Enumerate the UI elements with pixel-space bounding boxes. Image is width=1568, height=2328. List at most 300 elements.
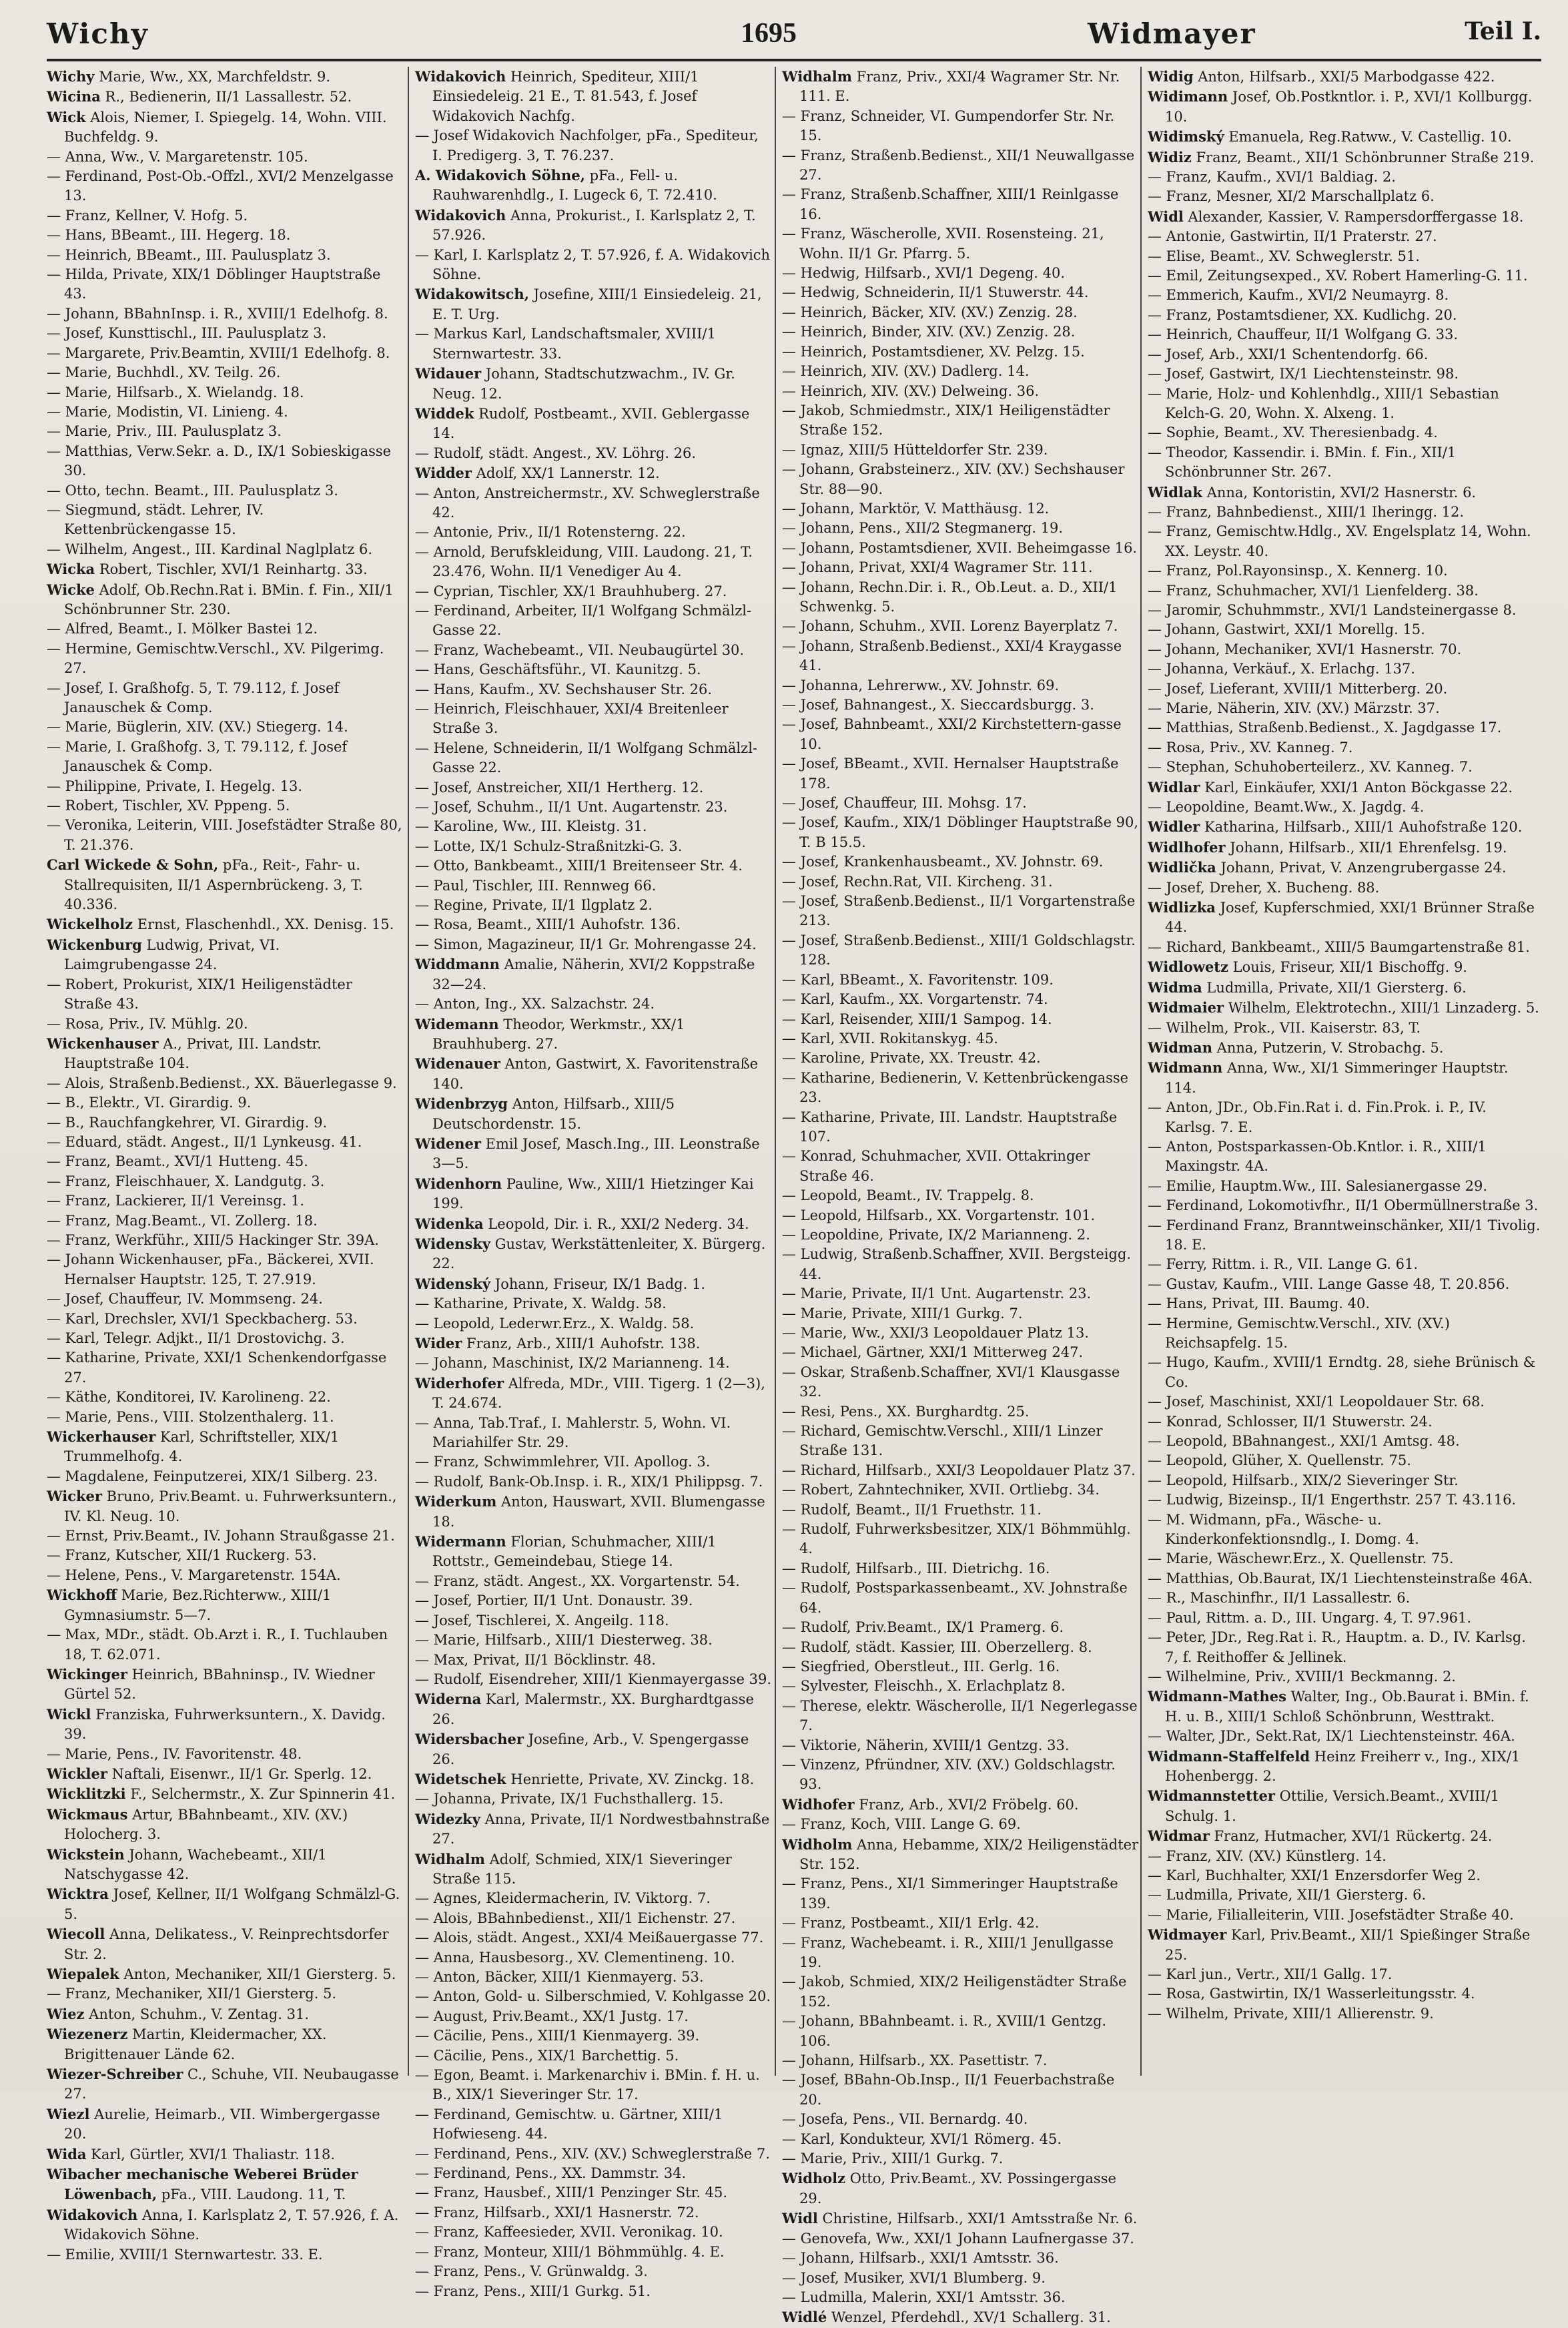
entry-details: — Marie, Holz- und Kohlenhdlg., XIII/1 Sebastian Kelch-G. 20, Wohn. X. Alxeng. 1. [1148,385,1499,421]
entry-details: — Ferdinand, Pens., XIV. (XV.) Schweglerstraße 7. [415,2145,770,2162]
directory-entry [1148,168,1541,187]
directory-entry [1148,601,1541,620]
entry-surname: Widemann [415,1015,499,1033]
entry-details: A., Privat, III. Landstr. Hauptstraße 104. [64,1035,322,1072]
directory-entry [415,660,772,679]
entry-details: — Franz, Wäscherolle, XVII. Rosensteing. 21, Wohn. II/1 Gr. Pfarrg. 5. [782,226,1104,262]
directory-entry [415,798,772,817]
entry-details: — Heinrich, Binder, XIV. (XV.) Zenzig. 28. [782,324,1076,340]
entry-details: Anna, I. Karlsplatz 2, T. 57.926, f. A. Widakovich Söhne. [64,2207,399,2243]
entry-details: — Johann, BBahnbeamt. i. R., XVIII/1 Gentzg. 106. [782,2013,1107,2049]
entry-details: — Wilhelm, Angest., III. Kardinal Naglplatz 6. [47,541,373,557]
directory-entry [47,246,404,265]
directory-entry [1148,1490,1541,1510]
entry-details: — Ludmilla, Private, XII/1 Giersterg. 6. [1148,1887,1427,1904]
directory-entry [1148,1019,1541,1038]
entry-surname: Wick [47,108,86,125]
entry-details: — Antonie, Gastwirtin, II/1 Praterstr. 27. [1148,228,1437,245]
entry-details: Anna, Prokurist., I. Karlsplatz 2, T. 57.926. [432,207,756,244]
directory-entry [47,2205,404,2245]
entry-surname: Widmayer [1148,1926,1227,1944]
directory-entry [1148,1137,1541,1177]
entry-surname: Widl [782,2210,818,2227]
directory-entry [415,601,772,641]
column-1 [47,67,404,2263]
entry-details: — Karoline, Ww., III. Kleistg. 31. [415,818,647,835]
directory-entry [782,1324,1139,1343]
entry-surname: Widlowetz [1148,958,1228,976]
directory-entry [782,1245,1139,1284]
directory-entry [1148,858,1541,878]
directory-entry [47,1152,404,1171]
entry-surname: Widerhofer [415,1374,504,1392]
entry-surname: Wicker [47,1488,102,1505]
directory-entry [47,1665,404,1705]
entry-surname: Wiepalek [47,1966,119,1982]
entry-details: — Richard, Gemischtw.Verschl., XIII/1 Linzer Straße 131. [782,1423,1103,1459]
entry-surname: Widig [1148,68,1194,85]
entry-details: Heinz Freiherr v., Ing., XIX/1 Hohenbergg. 2. [1165,1748,1521,1784]
directory-entry [782,67,1139,107]
directory-entry [415,284,772,324]
directory-entry [1148,364,1541,384]
directory-entry [1148,978,1541,998]
directory-entry [47,501,404,540]
entry-details: — Franz, Postamtsdiener, XX. Kudlichg. 20. [1148,306,1457,323]
directory-entry [415,994,772,1014]
entry-details: — Franz, städt. Angest., XX. Vorgartenstr. 54. [415,1572,740,1589]
entry-details: — Leopold, Lederwr.Erz., X. Waldg. 58. [415,1315,695,1332]
directory-entry [1148,718,1541,738]
entry-details: — Robert, Zahntechniker, XVII. Ortliebg. 34. [782,1482,1100,1498]
entry-details: — Hans, Kaufm., XV. Sechshauser Str. 26. [415,681,713,697]
entry-details: — Alois, Straßenb.Bedienst., XX. Bäuerlegasse 9. [47,1075,397,1091]
entry-details: — Anton, Anstreichermstr., XV. Schweglerstraße 42. [415,485,760,521]
entry-details: Anton, Hilfsarb., XIII/5 Deutschordenstr. 15. [432,1096,675,1132]
entry-details: — Franz, Koch, VIII. Lange G. 69. [782,1816,1021,1833]
entry-details: Ludwig, Privat, VI. Laimgrubengasse 24. [64,936,280,973]
entry-surname: Widermann [415,1533,506,1550]
entry-details: Karl, Schriftsteller, XIX/1 Trummelhofg. 4. [64,1429,340,1465]
directory-entry [47,402,404,422]
directory-entry [782,1874,1139,1914]
entry-details: Karl, Priv.Beamt., XII/1 Spießinger Straße 25. [1165,1927,1531,1963]
entry-details: — Anton, Ing., XX. Salzachstr. 24. [415,996,655,1012]
entry-details: — Franz, Pens., XI/1 Simmeringer Hauptstraße 139. [782,1875,1118,1912]
directory-entry [1148,1588,1541,1608]
directory-entry [47,1211,404,1231]
directory-entry [47,1014,404,1034]
entry-details: — Katharine, Private, XXI/1 Schenkendorfgasse 27. [47,1350,387,1386]
entry-surname: Widholm [782,1835,853,1853]
entry-surname: Wickhoff [47,1586,117,1604]
entry-details: — Rosa, Priv., IV. Mühlg. 20. [47,1015,248,1032]
entry-details: — Richard, Bankbeamt., XIII/5 Baumgartenstraße 81. [1148,938,1530,955]
entry-details: — Anna, Ww., V. Margaretenstr. 105. [47,148,308,165]
directory-entry [415,1314,772,1334]
directory-entry [782,1795,1139,1815]
directory-entry [1148,838,1541,858]
directory-entry [47,1034,404,1074]
directory-entry [47,1884,404,1924]
entry-details: Heinrich, BBahninsp., IV. Wiedner Gürtel 52. [64,1666,375,1703]
directory-entry [1148,443,1541,483]
entry-details: — Rudolf, Priv.Beamt., IX/1 Pramerg. 6. [782,1619,1064,1636]
directory-entry [1148,503,1541,522]
entry-details: — Josef, Anstreicher, XII/1 Hertherg. 12. [415,779,704,796]
directory-entry [782,1934,1139,1973]
directory-entry [47,167,404,206]
directory-entry [1148,1667,1541,1687]
directory-entry [1148,957,1541,977]
entry-details: Amalie, Näherin, XVI/2 Koppstraße 32—24. [432,956,755,992]
entry-surname: Widmannstetter [1148,1787,1275,1805]
entry-details: — Cäcilie, Pens., XIX/1 Barchettig. 5. [415,2047,679,2064]
directory-entry [782,2307,1139,2327]
directory-entry [47,1191,404,1211]
directory-entry [782,1225,1139,1245]
directory-entry [1148,1965,1541,1984]
directory-entry [782,2209,1139,2229]
entry-details: — Siegmund, städt. Lehrer, IV. Kettenbrückengasse 15. [47,501,264,538]
directory-entry [415,1769,772,1789]
entry-details: — Josef, Portier, II/1 Unt. Donaustr. 39. [415,1592,693,1609]
directory-entry [782,107,1139,146]
directory-entry [1148,1216,1541,1255]
entry-details: — Johann, Maschinist, IX/2 Marianneng. 14. [415,1355,730,1372]
entry-details: — Franz, Kutscher, XII/1 Ruckerg. 53. [47,1547,317,1564]
entry-details: Adolf, Ob.Rechn.Rat i. BMin. f. Fin., XII/1 Schönbrunner Str. 230. [64,581,394,617]
directory-entry [1148,1177,1541,1196]
entry-details: — Franz, Bahnbedienst., XIII/1 Iheringg. 12. [1148,503,1465,520]
directory-entry [782,264,1139,283]
entry-details: — Sylvester, Fleischh., X. Erlachplatz 8. [782,1678,1066,1695]
directory-entry [782,558,1139,577]
directory-entry [415,2164,772,2183]
directory-entry [415,1651,772,1670]
entry-surname: Wiezer-Schreiber [47,2066,183,2083]
directory-entry [782,1284,1139,1303]
directory-entry [1148,699,1541,718]
directory-entry [415,166,772,206]
entry-details: — Alfred, Beamt., I. Mölker Bastei 12. [47,621,318,637]
entry-details: Marie, Ww., XX, Marchfeldstr. 9. [99,69,331,85]
entry-surname: Widetschek [415,1770,506,1787]
directory-entry [1148,345,1541,364]
entry-details: — Franz, Hilfsarb., XXI/1 Hasnerstr. 72. [415,2204,699,2221]
entry-surname: Wickler [47,1765,107,1782]
directory-entry [782,1010,1139,1029]
directory-entry [782,1638,1139,1657]
entry-details: Pauline, Ww., XIII/1 Hietzinger Kai 199. [432,1175,754,1212]
entry-details: F., Selchermstr., X. Zur Spinnerin 41. [130,1786,396,1803]
directory-entry [415,1689,772,1729]
directory-entry [782,715,1139,754]
directory-entry [415,2026,772,2046]
entry-details: — Josef, Arb., XXI/1 Schentendorfg. 66. [1148,346,1429,362]
directory-entry [415,1452,772,1472]
entry-details: Gustav, Werkstättenleiter, X. Bürgerg. 22. [432,1235,766,1272]
entry-details: Christine, Hilfsarb., XXI/1 Amtsstraße Nr. 6. [822,2211,1138,2227]
directory-entry [47,816,404,855]
entry-details: — Josef, Gastwirt, IX/1 Liechtensteinstr. 98. [1148,366,1459,382]
directory-entry [1148,266,1541,286]
directory-entry [782,303,1139,322]
directory-entry [415,1809,772,1849]
directory-entry [47,914,404,934]
directory-entry [1148,640,1541,659]
directory-entry [782,931,1139,970]
entry-details: — Philippine, Private, I. Hegelg. 13. [47,778,303,794]
entry-details: — Heinrich, Postamtsdiener, XV. Pelzg. 15. [782,343,1085,360]
entry-details: — Josef, Chauffeur, III. Mohsg. 17. [782,795,1027,812]
entry-details: — Josef, Bahnbeamt., XXI/2 Kirchstettern-gasse 10. [782,716,1122,752]
entry-details: Josef, Kellner, II/1 Wolfgang Schmälzl-G. 5. [64,1886,400,1922]
directory-entry [1148,581,1541,601]
directory-entry [415,1094,772,1134]
entry-details: pFa., Fell- u. Rauhwarenhdlg., I. Lugeck 6, T. 72.410. [432,168,717,204]
entry-surname: Widensky [415,1235,491,1252]
entry-surname: Wiecoll [47,1926,105,1943]
directory-entry [782,1972,1139,2012]
directory-entry [782,1480,1139,1500]
entry-details: — Regine, Private, II/1 Ilgplatz 2. [415,897,653,914]
entry-details: — Franz, Mesner, XI/2 Marschallplatz 6. [1148,188,1435,205]
directory-entry [782,1186,1139,1205]
directory-entry [47,2064,404,2104]
directory-entry [782,224,1139,264]
entry-details: — Rudolf, Fuhrwerksbesitzer, XIX/1 Böhmmühlg. 4. [782,1521,1131,1557]
directory-entry [1148,778,1541,798]
directory-entry [415,1274,772,1294]
entry-details: — Josef, Dreher, X. Bucheng. 88. [1148,879,1380,896]
entry-surname: Widauer [415,365,482,382]
entry-details: — Marie, Ww., XXI/3 Leopoldauer Platz 13. [782,1325,1090,1341]
entry-details: — Franz, Fleischhauer, X. Landgutg. 3. [47,1173,325,1189]
entry-details: Louis, Friseur, XII/1 Bischoffg. 9. [1232,959,1467,976]
entry-surname: Wickerhauser [47,1428,156,1446]
entry-surname: Widakowitsch, [415,286,529,303]
entry-details: — Anton, JDr., Ob.Fin.Rat i. d. Fin.Prok. i. P., IV. Karlsg. 7. E. [1148,1099,1487,1135]
entry-surname: Wickenhauser [47,1035,159,1052]
directory-entry [415,1492,772,1532]
directory-entry [782,401,1139,441]
entry-surname: Widmann-Mathes [1148,1688,1286,1705]
directory-entry [1148,1747,1541,1787]
directory-entry [782,1402,1139,1422]
entry-details: Anton, Gastwirt, X. Favoritenstraße 140. [432,1056,759,1092]
directory-entry [1148,620,1541,639]
entry-surname: Wichy [47,68,95,85]
directory-entry [782,1520,1139,1559]
entry-details: R., Bedienerin, II/1 Lassallestr. 52. [105,89,352,105]
directory-entry [47,1805,404,1845]
entry-details: — Marie, Näherin, XIV. (XV.) Märzstr. 37. [1148,700,1440,716]
directory-entry [782,1108,1139,1147]
entry-details: — B., Rauchfangkehrer, VI. Girardig. 9. [47,1114,328,1131]
directory-entry [47,580,404,620]
directory-entry [1148,423,1541,443]
directory-entry [782,2168,1139,2209]
directory-entry [47,796,404,816]
entry-details: Franz, Beamt., XII/1 Schönbrunner Straße 219. [1196,149,1535,166]
entry-surname: Widlé [782,2309,827,2326]
directory-entry [415,2007,772,2026]
entry-surname: Widakovich [415,206,506,224]
directory-entry [47,2245,404,2265]
entry-details: — Karl, Kondukteur, XVI/1 Römerg. 45. [782,2130,1062,2147]
entry-details: Karl, Malermstr., XX. Burghardtgasse 26. [432,1691,754,1727]
entry-surname: Widerkum [415,1493,497,1510]
entry-details: Josef, Ob.Postkntlor. i. P., XVI/1 Kollburgg. 10. [1165,89,1533,125]
entry-details: Ernst, Flaschenhdl., XX. Denisg. 15. [137,916,394,933]
directory-entry [782,578,1139,617]
entry-details: — Ferdinand, Gemischtw. u. Gärtner, XIII/1 Hofwieseng. 44. [415,2106,723,2142]
entry-details: — Heinrich, Chauffeur, II/1 Wolfgang G. 33. [1148,326,1459,343]
directory-entry [415,1354,772,1373]
directory-entry [415,1729,772,1769]
directory-entry [415,2066,772,2105]
entry-details: — Emilie, Hauptm.Ww., III. Salesianergasse 29. [1148,1177,1488,1194]
entry-details: — Hugo, Kaufm., XVIII/1 Erndtg. 28, siehe Brünisch & Co. [1148,1354,1536,1390]
entry-details: — Josef, Maschinist, XXI/1 Leopoldauer Str. 68. [1148,1394,1485,1410]
entry-details: Anna, Putzerin, V. Strobachg. 5. [1216,1039,1444,1056]
entry-details: Anton, Hilfsarb., XXI/5 Marbodgasse 422. [1198,69,1495,85]
entry-details: Josefine, XIII/1 Einsiedeleig. 21, E. T. Urg. [432,286,762,322]
directory-entry [1148,1727,1541,1746]
directory-entry [782,617,1139,636]
entry-details: — Franz, Schwimmlehrer, VII. Apollog. 3. [415,1454,711,1470]
column-2 [415,67,772,2299]
directory-entry [47,1231,404,1250]
directory-entry [47,1329,404,1348]
entry-details: — Josef, BBeamt., XVII. Hernalser Hauptstraße 178. [782,756,1119,792]
entry-details: — Ferry, Rittm. i. R., VII. Lange G. 61. [1148,1256,1419,1273]
directory-entry [47,1467,404,1486]
entry-surname: Wider [415,1335,462,1352]
entry-details: — Johann, Hilfsarb., XXI/1 Amtsstr. 36. [782,2250,1059,2267]
entry-surname: Widma [1148,978,1202,996]
directory-entry [47,1348,404,1388]
column-4 [1148,67,1541,2076]
directory-entry [1148,187,1541,206]
entry-details: — Konrad, Schuhmacher, XVII. Ottakringer Straße 46. [782,1148,1090,1184]
entry-details: — Franz, Werkführ., XIII/5 Hackinger Str. 39A. [47,1231,379,1248]
entry-details: Josefine, Arb., V. Spengergasse 26. [432,1731,749,1767]
entry-details: pFa., VIII. Laudong. 11, T. [161,2187,346,2203]
entry-details: — Oskar, Straßenb.Schaffner, XVI/1 Klausgasse 32. [782,1364,1120,1400]
entry-surname: Widmann-Staffelfeld [1148,1747,1310,1765]
directory-entry [415,1928,772,1948]
entry-details: — Franz, Gemischtw.Hdlg., XV. Engelsplatz 14, Wohn. XX. Leystr. 40. [1148,523,1531,559]
entry-details: — Marie, Pens., IV. Favoritenstr. 48. [47,1745,302,1762]
directory-entry [415,484,772,523]
entry-details: — Marie, Büglerin, XIV. (XV.) Stiegerg. 14. [47,719,348,736]
entry-surname: Widmaier [1148,999,1224,1016]
entry-details: — Karl, I. Karlsplatz 2, T. 57.926, f. A. Widakovich Söhne. [415,246,771,283]
directory-entry [782,1363,1139,1402]
entry-details: — Leopold, Beamt., IV. Trappelg. 8. [782,1187,1034,1204]
directory-entry [1148,1314,1541,1354]
entry-details: — Rudolf, Hilfsarb., III. Dietrichg. 16. [782,1560,1050,1576]
directory-entry [415,1611,772,1631]
directory-entry [1148,127,1541,147]
entry-details: — Josef, Krankenhausbeamt., XV. Johnstr. 69. [782,854,1104,870]
entry-details: — Katharine, Private, X. Waldg. 58. [415,1295,667,1312]
directory-entry [1148,798,1541,817]
entry-surname: Widhofer [782,1795,855,1813]
entry-surname: Widerna [415,1691,482,1708]
entry-details: Martin, Kleidermacher, XX. Brigittenauer Lände 62. [64,2026,327,2062]
page-number: 1695 [741,18,797,49]
directory-entry [415,582,772,601]
directory-entry [782,1422,1139,1461]
entry-surname: Widman [1148,1039,1212,1056]
entry-surname: Widakovich [47,2206,138,2223]
directory-entry [415,1572,772,1591]
directory-entry [47,67,404,87]
entry-details: — Johanna, Private, IX/1 Fuchsthallerg. 15. [415,1791,724,1807]
entry-details: Anna, Delikatess., V. Reinprechtsdorfer Str. 2. [64,1926,389,1962]
directory-entry [47,619,404,639]
directory-entry [415,206,772,246]
entry-details: Karl, Gürtler, XVI/1 Thaliastr. 118. [91,2146,336,2162]
directory-entry [415,324,772,364]
entry-details: — Robert, Tischler, XV. Pppeng. 5. [47,798,290,814]
entry-details: — M. Widmann, pFa., Wäsche- u. Kinderkonfektionsndlg., I. Domg. 4. [1148,1511,1419,1548]
directory-entry [47,1250,404,1289]
directory-entry [415,1214,772,1234]
directory-entry [1148,1510,1541,1550]
directory-entry [1148,1196,1541,1215]
entry-surname: Wiezenerz [47,2026,128,2043]
entry-details: — Hedwig, Schneiderin, II/1 Stuwerstr. 44. [782,284,1089,301]
entry-details: — Johann, Pens., XII/2 Stegmanerg. 19. [782,520,1064,537]
directory-entry [415,1889,772,1908]
directory-entry [1148,679,1541,699]
directory-entry [47,481,404,501]
entry-surname: Widenbrzyg [415,1095,508,1113]
directory-entry [1148,1294,1541,1314]
entry-details: — Rudolf, Eisendreher, XIII/1 Kienmayergasse 39. [415,1671,771,1687]
entry-details: — Anton, Gold- u. Silberschmied, V. Kohlgasse 20. [415,1988,771,2005]
directory-entry [782,2269,1139,2288]
entry-details: — Hermine, Gemischtw.Verschl., XIV. (XV.) Reichsapfelg. 15. [1148,1315,1450,1351]
directory-entry [415,915,772,934]
entry-details: — Johann, Privat, XXI/4 Wagramer Str. 111. [782,559,1093,576]
entry-details: Anna, Private, II/1 Nordwestbahnstraße 27. [432,1811,770,1847]
directory-entry [1148,1038,1541,1058]
directory-entry [47,1964,404,1984]
directory-entry [1148,522,1541,561]
entry-details: — Josef, Bahnangest., X. Sieccardsburgg. 3. [782,697,1094,713]
entry-details: — Rudolf, Postsparkassenbeamt., XV. Johnstraße 64. [782,1580,1128,1616]
entry-surname: Wickmaus [47,1805,128,1823]
directory-entry [415,2243,772,2262]
entry-details: — Marie, Hilfsarb., XIII/1 Diesterweg. 38. [415,1632,713,1649]
entry-details: — Hilda, Private, XIX/1 Döblinger Hauptstraße 43. [47,266,381,302]
entry-details: Artur, BBahnbeamt., XIV. (XV.) Holocherg. 3. [64,1806,348,1843]
entry-details: — Vinzenz, Pfründner, XIV. (XV.) Goldschlagstr. 93. [782,1756,1116,1793]
entry-details: Johann, Wachebeamt., XII/1 Natschygasse 42. [64,1846,327,1882]
entry-details: — Karl, XVII. Rokitanskyg. 45. [782,1030,998,1047]
directory-entry [782,146,1139,186]
directory-entry [1148,306,1541,325]
entry-details: — Käthe, Konditorei, IV. Karolineng. 22. [47,1389,331,1406]
directory-entry [47,363,404,382]
entry-details: — Josef, Schuhm., II/1 Unt. Augartenstr. 23. [415,799,728,816]
directory-entry [782,382,1139,401]
